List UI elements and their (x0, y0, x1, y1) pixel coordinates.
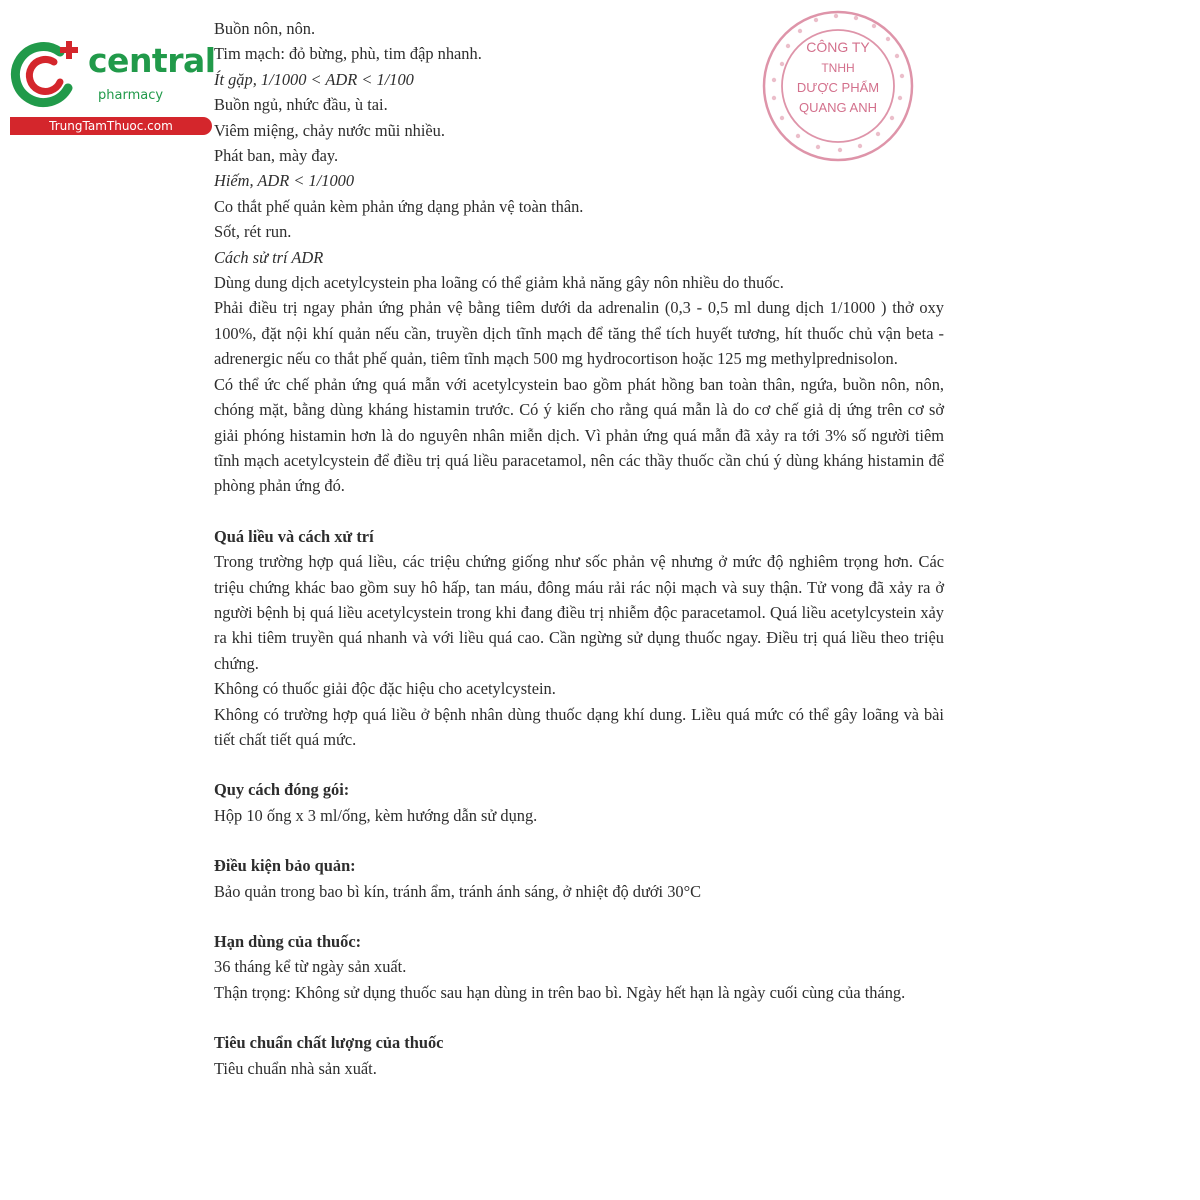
overdose-antidote: Không có thuốc giải độc đặc hiệu cho acetylcystein. (214, 679, 556, 699)
text-line: Viêm miệng, chảy nước mũi nhiều. (214, 120, 445, 140)
quality-standard-text: Tiêu chuẩn nhà sản xuất. (214, 1058, 377, 1078)
adrenalin-paragraph: Phải điều trị ngay phản ứng phản vệ bằng tiêm dưới da adrenalin (0,3 - 0,5 ml dung dịch 1/1000 ) thở oxy 100%, đặt nội khí quản nếu cần, truyền dịch tĩnh mạch để tăng thể tích huyết tương, hít thuốc chủ vận beta - adrenergic nếu co thắt phế quản, tiêm tĩnh mạch 500 mg hydrocortison hoặc 125 mg methylprednisolon. (214, 298, 944, 369)
packaging-heading: Quy cách đóng gói: (214, 780, 350, 800)
stamp-line-3: DƯỢC PHẨM (796, 80, 880, 95)
text-line: Co thắt phế quản kèm phản ứng dạng phản vệ toàn thân. (214, 196, 584, 216)
leaflet-text (214, 16, 944, 1081)
text-line: Sốt, rét run. (214, 222, 292, 242)
overdose-heading: Quá liều và cách xử trí (214, 526, 374, 546)
pharmacy-cross-icon (10, 38, 86, 116)
text-line: Phát ban, mày đay. (214, 146, 339, 166)
packaging-text: Hộp 10 ống x 3 ml/ống, kèm hướng dẫn sử dụng. (214, 805, 538, 825)
text-line: Dùng dung dịch acetylcystein pha loãng có thể giảm khả năng gây nôn nhiều do thuốc. (214, 273, 784, 293)
expiry-heading: Hạn dùng của thuốc: (214, 932, 362, 951)
storage-text: Bảo quản trong bao bì kín, tránh ẩm, tránh ánh sáng, ở nhiệt độ dưới 30°C (214, 881, 702, 901)
text-line: Tim mạch: đỏ bừng, phù, tim đập nhanh. (214, 44, 482, 64)
storage-heading: Điều kiện bảo quản: (214, 856, 356, 876)
central-pharmacy-logo[interactable] (10, 36, 215, 136)
overdose-paragraph: Trong trường hợp quá liều, các triệu chứng giống như sốc phản vệ nhưng ở mức độ nghiêm trọng hơn. Các triệu chứng khác bao gồm suy hô hấp, tan máu, đông máu rải rác nội mạch và suy thận. Tử vong đã xảy ra ở người bệnh bị quá liều acetylcystein trong khi đang điều trị nhiễm độc paracetamol. Quá liều acetylcystein xảy ra khi tiêm truyền quá nhanh và với liều quá cao. Cần ngừng sử dụng thuốc ngay. Điều trị quá liều theo triệu chứng. (214, 552, 944, 673)
text-line: Buồn nôn, nôn. (214, 19, 316, 38)
brand-subtitle: pharmacy (98, 88, 164, 103)
brand-site-link[interactable]: TrungTamThuoc.com (10, 117, 212, 135)
text-line-italic: Hiếm, ADR < 1/1000 (214, 171, 355, 191)
text-line-italic: Ít gặp, 1/1000 < ADR < 1/100 (214, 69, 414, 89)
stamp-line-1: CÔNG TY (806, 39, 870, 55)
text-line: Buồn ngủ, nhức đầu, ù tai. (214, 95, 388, 115)
expiry-text: 36 tháng kể từ ngày sản xuất. (214, 957, 407, 977)
adr-treatment-heading: Cách sử trí ADR (214, 247, 324, 267)
histamin-paragraph: Có thể ức chế phản ứng quá mẫn với acetylcystein bao gồm phát hồng ban toàn thân, ngứa, buồn nôn, nôn, chóng mặt, bằng dùng kháng histamin trước. Có ý kiến cho rằng quá mẫn là do cơ chế giả dị ứng trên cơ sở giải phóng histamin hơn là do nguyên nhân miễn dịch. Vì phản ứng quá mẫn đã xảy ra tới 3% số người tiêm tĩnh mạch acetylcystein để điều trị quá liều paracetamol, nên các thầy thuốc cần chú ý dùng kháng histamin để phòng phản ứng đó. (214, 374, 944, 496)
stamp-line-4: QUANG ANH (798, 100, 878, 115)
stamp-line-2: TNHH (821, 61, 855, 75)
brand-name: central (88, 41, 216, 80)
quality-standard-heading: Tiêu chuẩn chất lượng của thuốc (214, 1033, 444, 1053)
caution-text: Thận trọng: Không sử dụng thuốc sau hạn dùng in trên bao bì. Ngày hết hạn là ngày cuối cùng của tháng. (214, 982, 906, 1002)
overdose-aerosol: Không có trường hợp quá liều ở bệnh nhân dùng thuốc dạng khí dung. Liều quá mức có thể gây loãng và bài tiết chất tiết quá mức. (214, 704, 944, 749)
